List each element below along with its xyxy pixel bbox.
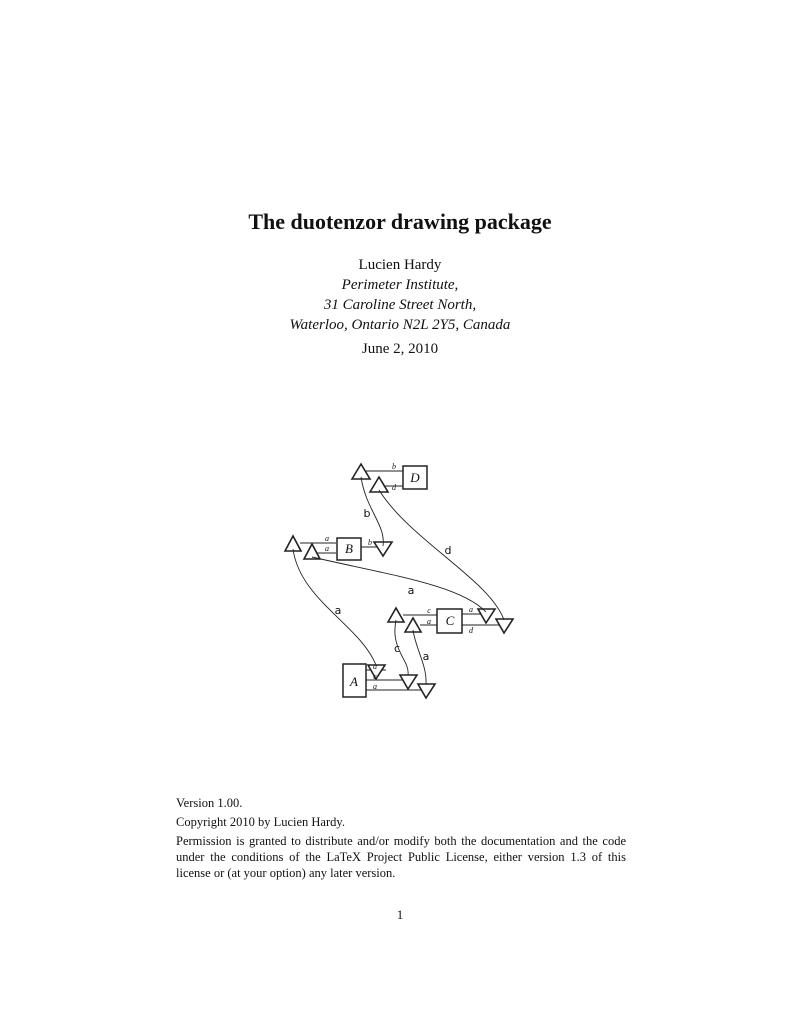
- page-number: 1: [396, 907, 404, 922]
- box-c-group: [388, 605, 513, 635]
- curve-label-d: d: [444, 544, 452, 557]
- wire-label-b-left-top: a: [325, 534, 329, 543]
- triangle-up-c-top: [388, 608, 404, 622]
- version-line: Version 1.00.: [176, 796, 243, 810]
- box-b-group: [285, 534, 392, 560]
- triangle-down-c-right-top: [478, 609, 495, 623]
- wire-label-c-left-bottom: a: [427, 617, 431, 626]
- curve-label-a-left: a: [334, 604, 342, 617]
- curve-label-c: c: [393, 642, 401, 655]
- box-b-label: B: [345, 541, 353, 556]
- copyright-line: Copyright 2010 by Lucien Hardy.: [176, 815, 345, 829]
- wire-label-a-mid: c: [373, 672, 377, 681]
- curve-label-a-right: a: [422, 650, 430, 663]
- license-footer: [176, 795, 626, 884]
- triangle-up-b-bottom: [304, 544, 320, 559]
- box-a-group: [343, 662, 435, 698]
- author-address-line-1: 31 Caroline Street North,: [323, 297, 477, 313]
- triangle-up-b-top: [285, 536, 301, 551]
- triangle-up-d-top: [352, 464, 370, 479]
- wire-label-d-bottom: d: [392, 483, 396, 492]
- triangle-down-a-bottom: [418, 684, 435, 698]
- triangle-up-d-bottom: [370, 477, 388, 492]
- box-c-label: C: [445, 613, 455, 628]
- wire-label-a-bottom: a: [373, 682, 377, 691]
- triangle-up-c-bottom: [405, 618, 421, 632]
- author-address-line-2: Waterloo, Ontario N2L 2Y5, Canada: [289, 317, 511, 333]
- curve-label-a-upper: a: [407, 584, 415, 597]
- document-title: The duotenzor drawing package: [248, 209, 552, 234]
- box-d-label: D: [410, 470, 420, 485]
- box-a-label: A: [350, 674, 358, 689]
- curve-d: [379, 490, 504, 620]
- wire-label-c-right-bottom: d: [469, 626, 473, 635]
- permission-paragraph: Permission is granted to distribute and/or modify both the documentation and the code under the conditions of the LaTeX Project Public License, either version 1.3 of this license or (at your option) any later version.: [176, 834, 626, 880]
- author-name: Lucien Hardy: [358, 257, 442, 273]
- document-date: June 2, 2010: [361, 341, 439, 357]
- wire-label-c-right-top: a: [469, 605, 473, 614]
- triangle-down-a-mid: [400, 675, 417, 689]
- wire-label-d-top: b: [392, 462, 396, 471]
- triangle-down-c-right-bottom: [496, 619, 513, 633]
- wire-label-b-right: b: [368, 538, 372, 547]
- wire-label-c-left-top: c: [427, 606, 431, 615]
- author-affiliation: Perimeter Institute,: [341, 277, 459, 293]
- wire-label-a-top: a: [373, 662, 377, 671]
- curve-label-b: b: [363, 507, 371, 520]
- wire-label-b-left-bottom: a: [325, 544, 329, 553]
